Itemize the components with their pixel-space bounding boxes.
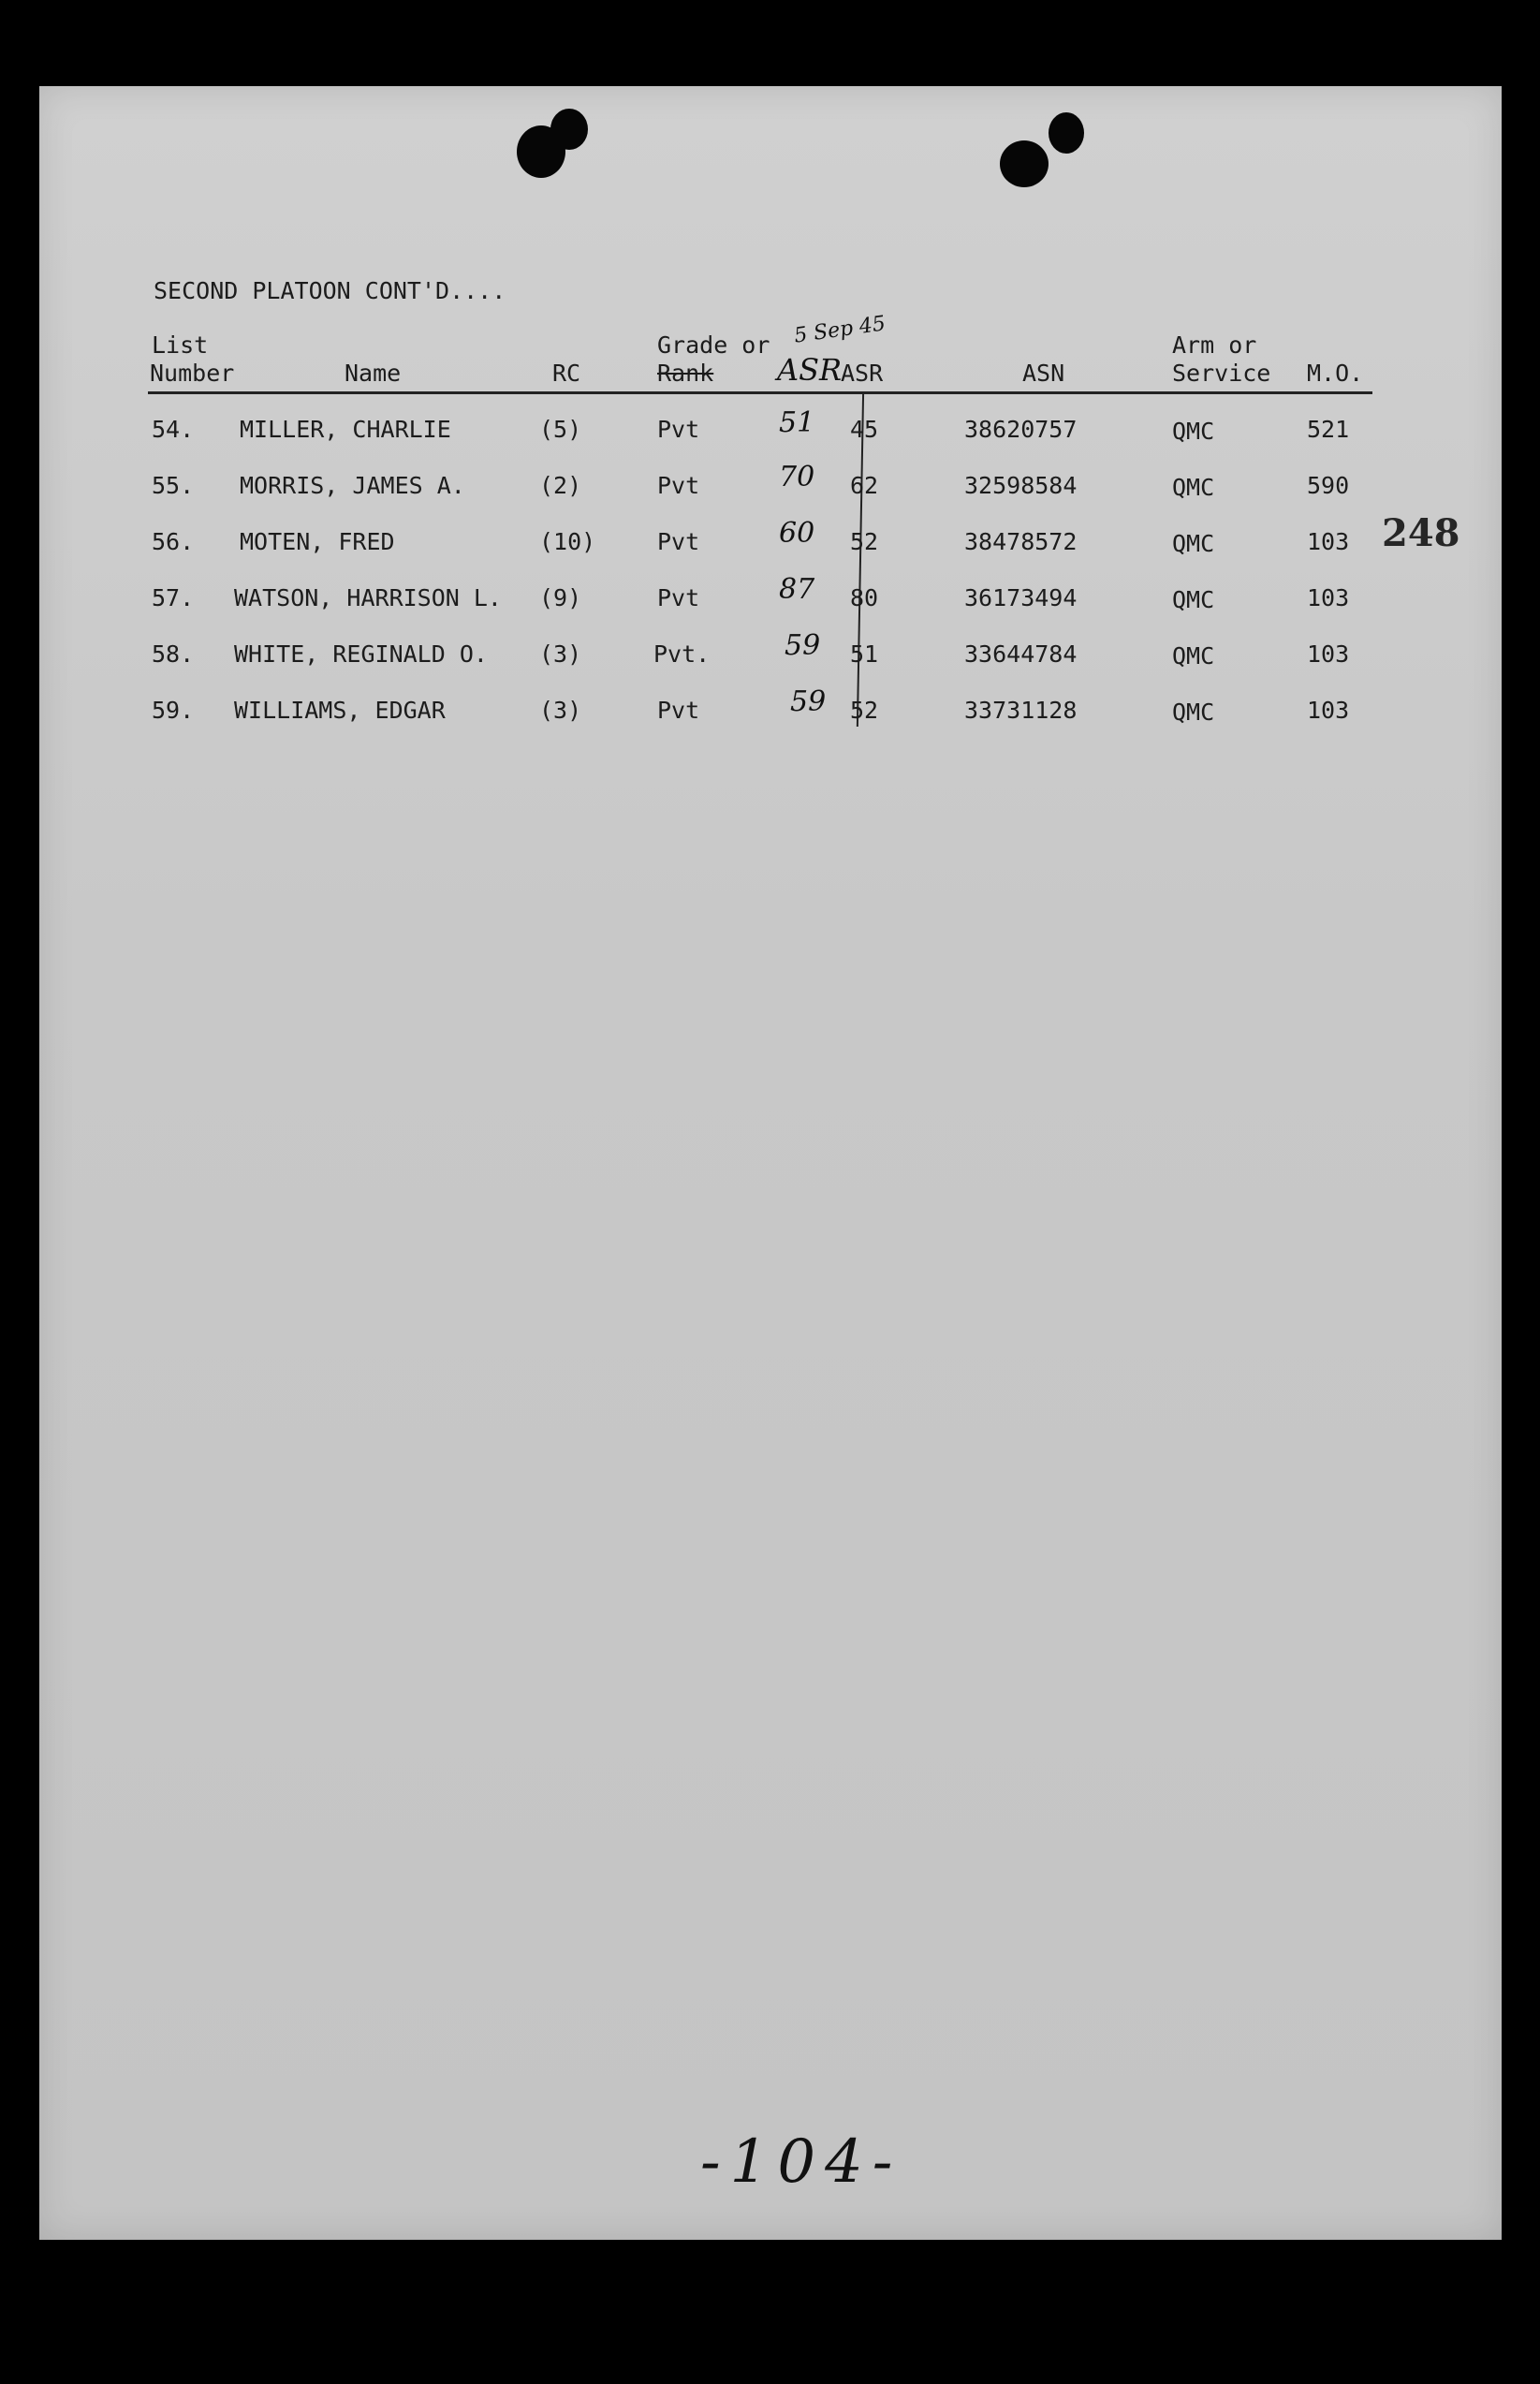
- page-number: -104-: [700, 2127, 902, 2197]
- row-asn: 36173494: [964, 584, 1078, 611]
- row-number: 56.: [152, 528, 195, 555]
- row-name: WATSON, HARRISON L.: [234, 584, 502, 611]
- row-mo: 103: [1307, 697, 1350, 724]
- row-number: 59.: [152, 697, 195, 724]
- row-asr-handwritten: 60: [779, 517, 815, 550]
- row-asr: 52: [850, 528, 879, 555]
- row-rc: (9): [539, 584, 582, 611]
- header-rc: RC: [552, 360, 581, 387]
- row-number: 54.: [152, 416, 195, 443]
- header-rule: [148, 391, 1372, 394]
- document-sheet: [39, 86, 1502, 2240]
- row-mo: 103: [1307, 640, 1350, 668]
- row-name: MOTEN, FRED: [240, 528, 395, 555]
- header-rank: Rank: [657, 360, 714, 387]
- row-asr: 51: [850, 640, 879, 668]
- row-arm: QMC: [1172, 699, 1215, 726]
- header-asr: ASR: [841, 360, 884, 387]
- row-arm: QMC: [1172, 474, 1215, 501]
- row-asr: 52: [850, 697, 879, 724]
- row-grade: Pvt: [657, 472, 700, 499]
- header-arm: Arm or: [1172, 331, 1257, 359]
- header-number: Number: [150, 360, 235, 387]
- row-mo: 103: [1307, 584, 1350, 611]
- row-grade: Pvt: [657, 528, 700, 555]
- row-asr: 45: [850, 416, 879, 443]
- row-rc: (2): [539, 472, 582, 499]
- row-name: WHITE, REGINALD O.: [234, 640, 488, 668]
- row-asn: 32598584: [964, 472, 1078, 499]
- row-asn: 33644784: [964, 640, 1078, 668]
- section-heading: SECOND PLATOON CONT'D....: [154, 277, 506, 304]
- row-arm: QMC: [1172, 642, 1215, 670]
- row-rc: (3): [539, 640, 582, 668]
- row-name: MILLER, CHARLIE: [240, 416, 451, 443]
- row-number: 58.: [152, 640, 195, 668]
- row-grade: Pvt.: [653, 640, 711, 668]
- row-number: 57.: [152, 584, 195, 611]
- header-list: List: [152, 331, 209, 359]
- row-asn: 38478572: [964, 528, 1078, 555]
- row-asr-handwritten: 51: [779, 406, 815, 439]
- row-asr-handwritten: 59: [785, 629, 821, 662]
- row-mo: 590: [1307, 472, 1350, 499]
- row-asr-handwritten: 70: [779, 461, 815, 493]
- row-asr: 80: [850, 584, 879, 611]
- row-asn: 38620757: [964, 416, 1078, 443]
- punch-hole-left-top: [550, 109, 588, 150]
- row-asn: 33731128: [964, 697, 1078, 724]
- header-mo: M.O.: [1307, 360, 1364, 387]
- row-name: MORRIS, JAMES A.: [240, 472, 465, 499]
- header-grade: Grade or: [657, 331, 770, 359]
- row-mo: 103: [1307, 528, 1350, 555]
- punch-hole-right: [1000, 140, 1049, 187]
- header-service: Service: [1172, 360, 1271, 387]
- row-asr: 62: [850, 472, 879, 499]
- row-mo: 521: [1307, 416, 1350, 443]
- row-rc: (10): [539, 528, 596, 555]
- row-arm: QMC: [1172, 586, 1215, 613]
- punch-hole-right-top: [1049, 112, 1084, 154]
- row-arm: QMC: [1172, 418, 1215, 445]
- row-asr-handwritten: 87: [779, 573, 815, 606]
- row-rc: (5): [539, 416, 582, 443]
- handwritten-date: 5 Sep 45: [792, 312, 887, 348]
- handwritten-asr-header: ASR: [777, 352, 843, 388]
- row-rc: (3): [539, 697, 582, 724]
- row-grade: Pvt: [657, 584, 700, 611]
- header-name: Name: [345, 360, 402, 387]
- header-asn: ASN: [1022, 360, 1065, 387]
- side-stamp-number: 248: [1382, 511, 1460, 555]
- row-grade: Pvt: [657, 697, 700, 724]
- row-asr-handwritten: 59: [790, 685, 827, 718]
- row-number: 55.: [152, 472, 195, 499]
- row-arm: QMC: [1172, 530, 1215, 557]
- row-grade: Pvt: [657, 416, 700, 443]
- row-name: WILLIAMS, EDGAR: [234, 697, 446, 724]
